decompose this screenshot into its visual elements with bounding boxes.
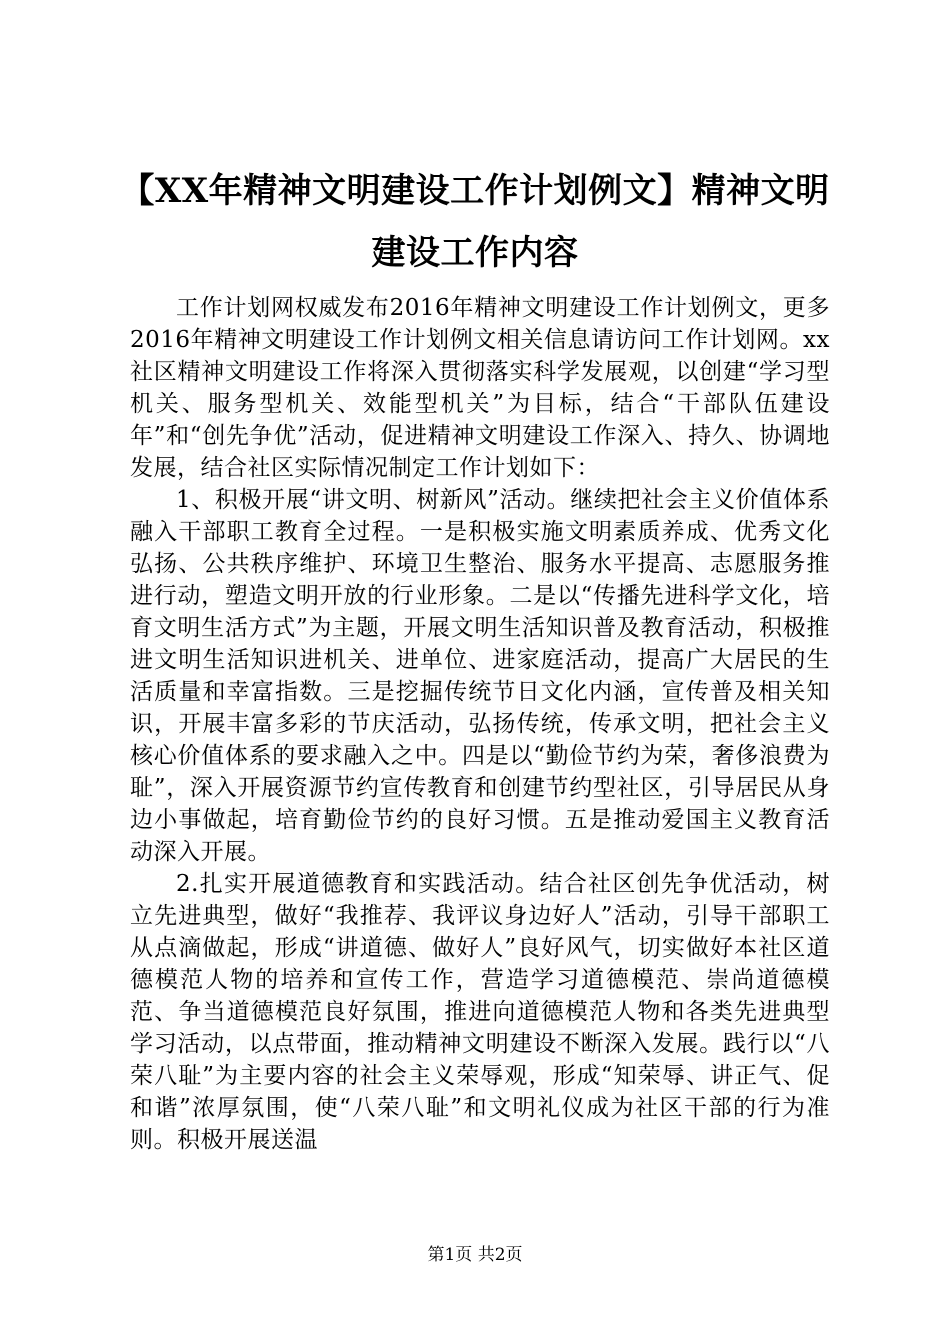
paragraph-item-2: 2.扎实开展道德教育和实践活动。结合社区创先争优活动，树立先进典型，做好“我推荐、我评议身边好人”活动，引导干部职工从点滴做起，形成“讲道德、做好人”良好风气，切实做好本社区道德模范人物的培养和宣传工作，营造学习道德模范、崇尚道德模范、争当道德模范良好氛围，推进向道德模范人物和各类先进典型学习活动，以点带面，推动精神文明建设不断深入发展。践行以“八荣八耻”为主要内容的社会主义荣辱观，形成“知荣辱、讲正气、促和谐”浓厚氛围，使“八荣八耻”和文明礼仪成为社区干部的行为准则。积极开展送温 xyxy=(130,871,830,1153)
paragraph-item-1: 1、积极开展“讲文明、树新风”活动。继续把社会主义价值体系融入干部职工教育全过程。一是积极实施文明素质养成、优秀文化弘扬、公共秩序维护、环境卫生整治、服务水平提高、志愿服务推进行动，塑造文明开放的行业形象。二是以“传播先进科学文化，培育文明生活方式”为主题，开展文明生活知识普及教育活动，积极推进文明生活知识进机关、进单位、进家庭活动，提高广大居民的生活质量和幸富指数。三是挖掘传统节日文化内涵，宣传普及相关知识，开展丰富多彩的节庆活动，弘扬传统，传承文明，把社会主义核心价值体系的要求融入之中。四是以“勤俭节约为荣，奢侈浪费为耻”，深入开展资源节约宣传教育和创建节约型社区，引导居民从身边小事做起，培育勤俭节约的良好习惯。五是推动爱国主义教育活动深入开展。 xyxy=(130,487,830,865)
document-title: 【XX年精神文明建设工作计划例文】精神文明建设工作内容 xyxy=(120,171,830,273)
paragraph-intro: 工作计划网权威发布2016年精神文明建设工作计划例文，更多2016年精神文明建设工作计划例文相关信息请访问工作计划网。xx社区精神文明建设工作将深入贯彻落实科学发展观，以创建“学习型机关、服务型机关、效能型机关”为目标，结合“干部队伍建设年”和“创先争优”活动，促进精神文明建设工作深入、持久、协调地发展，结合社区实际情况制定工作计划如下： xyxy=(130,295,830,481)
document-body xyxy=(130,292,830,1156)
page-footer: 第1页 共2页 xyxy=(427,1245,523,1265)
